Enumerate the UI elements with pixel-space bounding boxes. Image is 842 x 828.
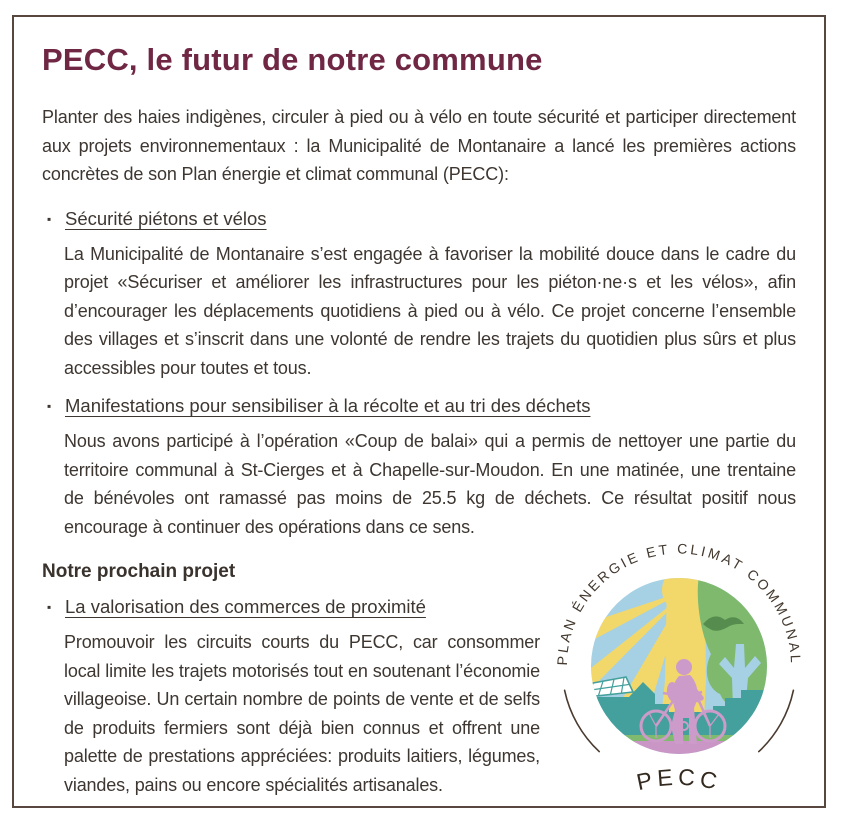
paragraph-security: La Municipalité de Montanaire s’est engagée à favoriser la mobilité douce dans le cadre du projet «Sécuriser et améliorer les infrastructures pour les piéton·ne·s et les vélos», afin d’encourager les déplacements quotidiens à pied ou à vélo. Ce projet concerne l’ensemble des villages et s’inscrit dans une volonté de rendre les trajets du quotidien plus sûrs et plus accessibles pour toutes et tous.	[64, 243, 796, 378]
page-title: PECC, le futur de notre commune	[42, 42, 543, 77]
bullet-square-icon: ▪	[47, 211, 52, 226]
bullet-item-waste	[42, 394, 796, 418]
bullet-heading-waste: Manifestations pour sensibiliser à la récolte et au tri des déchets	[65, 395, 591, 416]
bullet-heading-commerce: La valorisation des commerces de proximité	[65, 596, 426, 617]
logo-wordmark: PECC	[634, 763, 724, 796]
paragraph-commerce: Promouvoir les circuits courts du PECC, car consommer local limite les trajets motorisés tout en soutenant l’économie villageoise. Un certain nombre de points de vente et de selfs de produits fermiers sont déjà bien connus et offrent une palette de prestations appréciées: produits laitiers, légumes, viandes, pains ou encore spécialités artisanales.	[64, 632, 540, 795]
logo-scene	[587, 567, 789, 758]
newsletter-page	[12, 15, 826, 808]
paragraph-waste: Nous avons participé à l’opération «Coup de balai» qui a permis de nettoyer une partie du territoire communal à St-Cierges et à Chapelle-sur-Moudon. En une matinée, une trentaine de bénévoles ont ramassé pas moins de 25.5 kg de déchets. Ce résultat positif nous encourage à continuer des opérations dans ce sens.	[64, 431, 796, 537]
bullet-square-icon: ▪	[47, 399, 52, 413]
next-project-heading: Notre prochain projet	[42, 561, 236, 582]
bullet-square-icon: ▪	[47, 600, 52, 614]
right-arc	[759, 690, 794, 751]
logo-wordmark-wrap	[634, 764, 723, 795]
bullet-item-security	[42, 207, 796, 231]
logo-arc-text: PLAN ÉNERGIE ET CLIMAT COMMUNAL	[553, 540, 805, 666]
bullet-heading-security: Sécurité piétons et vélos	[65, 207, 267, 229]
pecc-logo	[553, 540, 805, 812]
left-arc	[565, 690, 600, 751]
intro-paragraph: Planter des haies indigènes, circuler à pied ou à vélo en toute sécurité et participer directement aux projets environnementaux : la Municipalité de Montanaire a lancé les premières actions concrètes de son Plan énergie et climat communal (PECC):	[42, 107, 796, 184]
